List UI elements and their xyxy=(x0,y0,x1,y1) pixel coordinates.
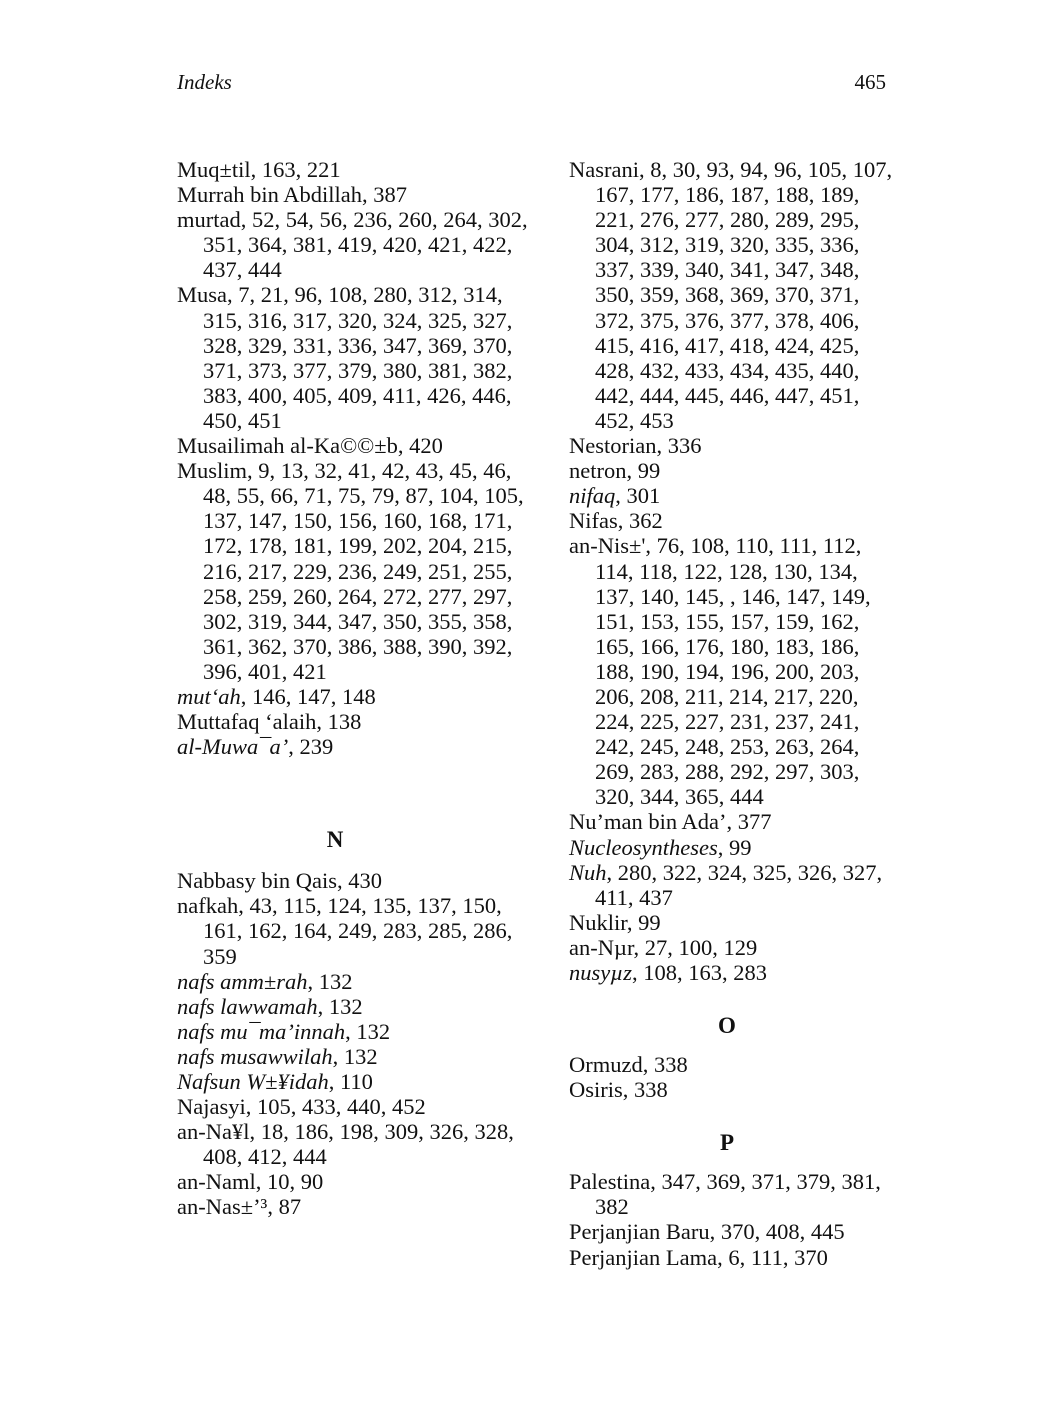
index-entry xyxy=(177,433,537,458)
entry-term: Muttafaq ‘alaih xyxy=(177,709,317,735)
entry-term: Nu’man bin Ada’ xyxy=(569,809,727,835)
entry-term: Nuh xyxy=(569,859,607,885)
entry-pages: , 239 xyxy=(288,734,334,760)
entry-term: nafs lawwamah xyxy=(177,993,318,1019)
entry-term: Nestorian xyxy=(569,433,657,459)
entry-pages: , 8, 30, 93, 94, 96, 105, 107, 167, 177, 186, 187, 188, 189, 221, 276, 277, 280, 289, 295, 304, 312, 319, 320, 335, 336, 337, 339, 340, 341, 347, 348, 350, 359, 368, 369, 370, 371, 372, 375, 376, 377, 378, 406, 415, 416, 417, 418, 424, 425, 428, 432, 433, 434, 435, 440, 442, 444, 445, 446, 447, 451, 452, 453 xyxy=(595,157,893,433)
index-entry xyxy=(177,1194,537,1219)
entry-term: Nasrani xyxy=(569,157,639,182)
entry-term: Muq±til xyxy=(177,157,251,182)
index-entry xyxy=(177,734,537,759)
index-entry xyxy=(569,508,899,533)
index-entry xyxy=(177,282,537,433)
page-number: 465 xyxy=(854,70,886,94)
entry-term: nusyµz xyxy=(569,960,632,985)
entry-term: netron xyxy=(569,458,627,484)
entry-pages: , 163, 221 xyxy=(250,157,341,182)
index-entry xyxy=(177,1044,537,1069)
entry-term: Nabbasy bin Qais xyxy=(177,868,337,894)
entry-pages: , 43, 115, 124, 135, 137, 150, 161, 162, 164, 249, 283, 285, 286, 359 xyxy=(203,893,513,969)
entry-pages: , 9, 13, 32, 41, 42, 43, 45, 46, 48, 55, 66, 71, 75, 79, 87, 104, 105, 137, 147, 150, 156, 160, 168, 171, 172, 178, 181, 199, 202, 204, 215, 216, 217, 229, 236, 249, 251, 255, 258, 259, 260, 264, 272, 277, 297, 302, 319, 344, 347, 350, 355, 358, 361, 362, 370, 386, 388, 390, 392, 396, 401, 421 xyxy=(203,458,524,684)
entry-term: nafs amm±rah xyxy=(177,968,308,994)
entry-term: nafkah xyxy=(177,893,239,919)
entry-term: Murrah bin Abdillah xyxy=(177,182,362,208)
index-entry xyxy=(177,458,537,684)
index-entry xyxy=(569,835,899,860)
index-entry xyxy=(569,910,899,935)
entry-term: Ormuzd xyxy=(569,1052,643,1078)
entry-pages: , 99 xyxy=(717,834,752,860)
entry-term: an-Naml xyxy=(177,1169,256,1195)
running-title: Indeks xyxy=(177,70,232,94)
index-entry xyxy=(569,157,899,433)
index-entry xyxy=(569,1052,899,1077)
entry-term: an-Na¥l xyxy=(177,1119,250,1145)
entry-term: nifaq xyxy=(569,483,616,509)
section-letter-p: P xyxy=(719,1130,735,1156)
entry-pages: , 132 xyxy=(307,968,353,994)
entry-pages: , 7, 21, 96, 108, 280, 312, 314, 315, 316, 317, 320, 324, 325, 327, 328, 329, 331, 336, 347, 369, 370, 371, 373, 377, 379, 380, 381, 382, 383, 400, 405, 409, 411, 426, 446, 450, 451 xyxy=(203,282,513,433)
entry-pages: , 99 xyxy=(626,458,661,484)
entry-pages: , 132 xyxy=(317,993,363,1019)
entry-term: Perjanjian Baru xyxy=(569,1219,710,1245)
entry-pages: , 132 xyxy=(332,1043,378,1069)
entry-term: Nafsun W±¥idah xyxy=(177,1069,329,1094)
entry-pages: , 338 xyxy=(642,1052,688,1078)
index-entry xyxy=(177,684,537,709)
entry-term: nafs musawwilah xyxy=(177,1043,333,1069)
index-column-right xyxy=(569,157,899,1270)
entry-pages: , 338 xyxy=(622,1077,668,1103)
index-entry xyxy=(177,1019,537,1044)
entry-pages: , 430 xyxy=(336,868,382,894)
entry-pages: , 347, 369, 371, 379, 381, 382 xyxy=(595,1169,881,1220)
entry-pages: , 336 xyxy=(656,433,702,459)
index-entry xyxy=(569,1169,899,1219)
index-entry xyxy=(569,960,899,985)
entry-pages: , 108, 163, 283 xyxy=(631,960,767,985)
entry-term: an-Nis±' xyxy=(569,533,646,559)
entry-term: mut‘ah xyxy=(177,683,241,709)
index-entry xyxy=(177,709,537,734)
entry-pages: , 99 xyxy=(626,909,661,935)
entry-term: al-Muwa¯a’ xyxy=(177,734,289,760)
section-letter-n: N xyxy=(326,827,344,853)
entry-pages: , 18, 186, 198, 309, 326, 328, 408, 412, 444 xyxy=(203,1119,514,1170)
entry-term: Musailimah al-Ka©©±b xyxy=(177,433,398,459)
index-entry xyxy=(177,1094,537,1119)
entry-pages: , 280, 322, 324, 325, 326, 327, 411, 437 xyxy=(595,859,883,910)
index-entry xyxy=(177,182,537,207)
entry-pages: , 387 xyxy=(361,182,407,208)
index-entry xyxy=(177,1069,537,1094)
index-entry xyxy=(177,969,537,994)
entry-term: an-Nµr xyxy=(569,934,634,960)
entry-pages: , 10, 90 xyxy=(255,1169,324,1195)
index-entry xyxy=(177,868,537,893)
entry-term: Muslim xyxy=(177,458,248,484)
index-entry xyxy=(569,458,899,483)
entry-term: Nifas xyxy=(569,508,618,534)
entry-pages: , 377 xyxy=(726,809,772,835)
entry-term: Perjanjian Lama xyxy=(569,1244,718,1270)
index-entry xyxy=(569,809,899,834)
entry-pages: , 301 xyxy=(615,483,661,509)
index-entry xyxy=(177,893,537,968)
entry-term: murtad xyxy=(177,207,241,233)
index-entry xyxy=(569,533,899,809)
entry-pages: , 370, 408, 445 xyxy=(709,1219,845,1245)
entry-term: Musa xyxy=(177,282,227,308)
index-entry xyxy=(569,433,899,458)
entry-pages: , 110 xyxy=(328,1069,373,1094)
index-entry xyxy=(177,1169,537,1194)
entry-pages: , 362 xyxy=(617,508,663,534)
entry-pages: , 132 xyxy=(345,1018,391,1044)
index-column-left xyxy=(177,157,537,1220)
section-letter-o: O xyxy=(718,1013,736,1039)
index-entry xyxy=(177,994,537,1019)
index-entry xyxy=(569,935,899,960)
entry-pages: , 6, 111, 370 xyxy=(717,1244,828,1270)
index-entry xyxy=(177,157,537,182)
index-entry xyxy=(569,483,899,508)
page-header xyxy=(177,70,886,100)
entry-pages: , 146, 147, 148 xyxy=(240,683,376,709)
entry-term: Nuklir xyxy=(569,909,627,935)
entry-term: Osiris xyxy=(569,1077,623,1103)
entry-pages: , 87 xyxy=(267,1194,302,1220)
entry-term: an-Nas±’³ xyxy=(177,1194,268,1220)
index-entry xyxy=(569,1077,899,1102)
index-entry xyxy=(569,860,899,910)
entry-term: nafs mu¯ma’innah xyxy=(177,1018,346,1044)
index-entry xyxy=(569,1245,899,1270)
index-entry xyxy=(177,1119,537,1169)
entry-pages: , 420 xyxy=(397,433,443,459)
entry-pages: , 76, 108, 110, 111, 112, 114, 118, 122, 128, 130, 134, 137, 140, 145, , 146, 147, 149, 151, 153, 155, 157, 159, 162, 165, 166, 176, 180, 183, 186, 188, 190, 194, 196, 200, 203, 206, 208, 211, 214, 217, 220, 224, 225, 227, 231, 237, 241, 242, 245, 248, 253, 263, 264, 269, 283, 288, 292, 297, 303, 320, 344, 365, 444 xyxy=(595,533,871,810)
entry-pages: , 52, 54, 56, 236, 260, 264, 302, 351, 364, 381, 419, 420, 421, 422, 437, 444 xyxy=(203,207,528,283)
entry-pages: , 105, 433, 440, 452 xyxy=(245,1094,426,1120)
entry-pages: , 27, 100, 129 xyxy=(633,934,758,960)
index-entry xyxy=(177,207,537,282)
entry-term: Najasyi xyxy=(177,1094,246,1120)
entry-term: Palestina xyxy=(569,1169,651,1195)
entry-pages: , 138 xyxy=(316,709,362,735)
entry-term: Nucleosyntheses xyxy=(569,834,718,860)
index-entry xyxy=(569,1219,899,1244)
